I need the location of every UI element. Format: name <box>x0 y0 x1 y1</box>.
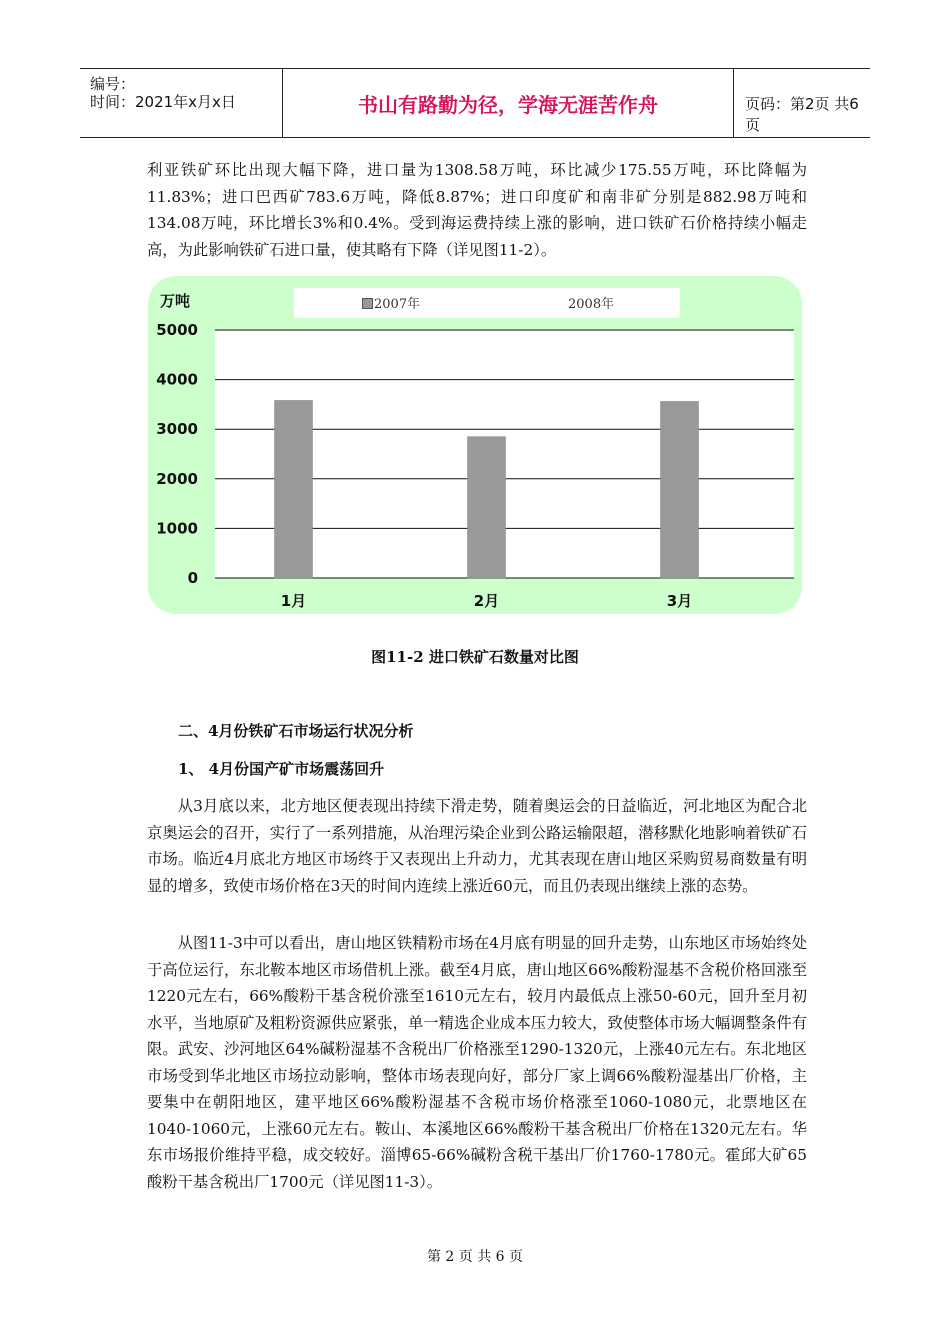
legend-label-2007: 2007年 <box>374 297 421 312</box>
y-tick-label: 2000 <box>156 469 198 488</box>
x-category-label: 2月 <box>473 592 500 610</box>
y-tick-label: 4000 <box>156 370 198 389</box>
bar-2007 <box>468 437 506 578</box>
y-tick-label: 3000 <box>156 420 198 439</box>
import-volume-chart <box>148 276 802 614</box>
header-motto: 书山有路勤为径，学海无涯苦作舟 <box>358 93 658 117</box>
bar-2007 <box>661 401 699 578</box>
sub-heading: 1、 4月份国产矿市场震荡回升 <box>178 760 385 778</box>
header-meta-cell <box>80 69 282 137</box>
page-footer: 第 2 页 共 6 页 <box>426 1249 524 1265</box>
paragraph-1-text: 从3月底以来，北方地区便表现出持续下滑走势，随着奥运会的日益临近，河北地区为配合北京奥运会的召开，实行了一系列措施，从治理污染企业到公路运输限超，潜移默化地影响着铁矿石市场。临近4月底北方地区市场终于又表现出上升动力，尤其表现在唐山地区采购贸易商数量有明显的增多，致使市场价格在3天的时间内连续上涨近60元，而且仍表现出继续上涨的态势。 <box>147 797 807 895</box>
intro-paragraph-text: 利亚铁矿环比出现大幅下降，进口量为1308.58万吨，环比减少175.55万吨，环比降幅为11.83%；进口巴西矿783.6万吨，降低8.87%；进口印度矿和南非矿分别是882.98万吨和134.08万吨，环比增长3%和0.4%。受到海运费持续上涨的影响，进口铁矿石价格持续小幅走高，为此影响铁矿石进口量，使其略有下降（详见图11-2）。 <box>147 161 807 259</box>
paragraph-2 <box>147 930 807 1195</box>
y-axis-unit-label: 万吨 <box>160 292 191 310</box>
bar-2007 <box>275 400 313 578</box>
chart-plot <box>148 276 802 614</box>
x-category-label: 3月 <box>666 592 693 610</box>
page-header <box>80 68 870 138</box>
intro-paragraph <box>147 157 807 263</box>
header-page-cell <box>733 69 870 137</box>
section-heading: 二、4月份铁矿石市场运行状况分析 <box>178 722 414 740</box>
figure-caption: 图11-2 进口铁矿石数量对比图 <box>371 648 579 666</box>
y-tick-label: 0 <box>187 569 198 587</box>
legend-label-2008: 2008年 <box>568 297 615 312</box>
header-page-number: 页码：第2页 共6页 <box>745 95 859 134</box>
paragraph-1 <box>147 793 807 899</box>
y-tick-label: 5000 <box>156 321 198 339</box>
document-time-label: 时间：2021年x月x日 <box>90 93 236 111</box>
document-number-label: 编号： <box>90 75 136 93</box>
header-motto-cell <box>282 69 734 137</box>
x-category-label: 1月 <box>280 592 307 610</box>
y-tick-label: 1000 <box>156 519 198 538</box>
paragraph-2-text: 从图11-3中可以看出，唐山地区铁精粉市场在4月底有明显的回升走势，山东地区市场始终处于高位运行，东北鞍本地区市场借机上涨。截至4月底，唐山地区66%酸粉湿基不含税价格回涨至1220元左右，66%酸粉干基含税价涨至1610元左右，较月内最低点上涨50-60元，回升至月初水平，当地原矿及粗粉资源供应紧张，单一精选企业成本压力较大，致使整体市场大幅调整条件有限。武安、沙河地区64%碱粉湿基不含税出厂价格涨至1290-1320元，上涨40元左右。东北地区市场受到华北地区市场拉动影响，整体市场表现向好，部分厂家上调66%酸粉湿基出厂价格，主要集中在朝阳地区，建平地区66%酸粉湿基不含税市场价格涨至1060-1080元，北票地区在1040-1060元，上涨60元左右。鞍山、本溪地区66%酸粉干基含税出厂价格在1320元左右。华东市场报价维持平稳，成交较好。淄博65-66%碱粉含税干基出厂价1760-1780元。霍邱大矿65酸粉干基含税出厂1700元（详见图11-3）。 <box>147 934 807 1191</box>
